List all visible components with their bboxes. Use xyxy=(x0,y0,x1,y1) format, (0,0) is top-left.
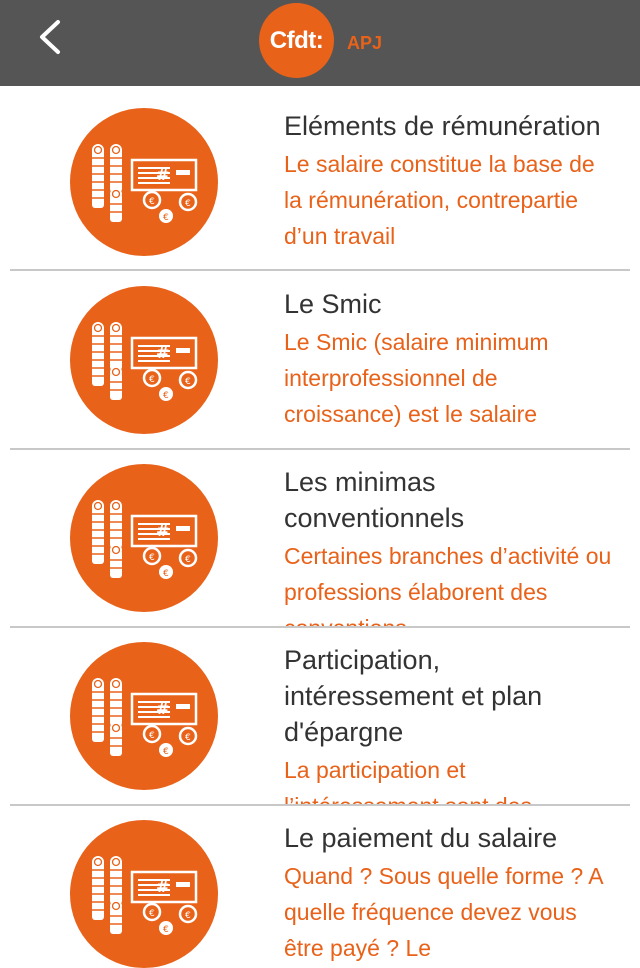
item-description: Le salaire constitue la base de la rémunération, contrepartie d’un travail xyxy=(284,151,595,249)
cfdt-logo xyxy=(259,3,334,78)
list-item[interactable] xyxy=(0,86,640,270)
item-description: Quand ? Sous quelle forme ? A quelle fréquence devez vous être payé ? Le xyxy=(284,863,603,961)
item-title: Le paiement du salaire xyxy=(284,823,558,853)
list-item[interactable] xyxy=(0,450,640,626)
item-description: Le Smic (salaire minimum interprofessionnel de croissance) est le salaire xyxy=(284,329,549,427)
chevron-left-icon xyxy=(30,14,70,60)
salary-icon xyxy=(70,108,218,256)
list-item[interactable] xyxy=(0,806,640,960)
item-description: La participation et xyxy=(284,757,466,783)
salary-icon xyxy=(70,286,218,434)
item-description: Certaines branches d’activité ou professions élaborent des xyxy=(284,543,612,605)
list-item[interactable] xyxy=(0,271,640,448)
logo-text: Cfdt: xyxy=(269,27,324,54)
item-title: Participation, intéressement et plan d'épargne xyxy=(284,645,543,747)
item-title: Eléments de rémunération xyxy=(284,111,601,141)
app-name: APJ xyxy=(347,33,383,53)
item-title: Les minimas conventionnels xyxy=(284,467,465,533)
top-bar xyxy=(0,0,640,86)
back-button[interactable] xyxy=(30,14,70,60)
salary-icon xyxy=(70,820,218,968)
salary-icon xyxy=(70,464,218,612)
salary-icon xyxy=(70,642,218,790)
list-item[interactable] xyxy=(0,628,640,804)
item-title: Le Smic xyxy=(284,289,382,319)
